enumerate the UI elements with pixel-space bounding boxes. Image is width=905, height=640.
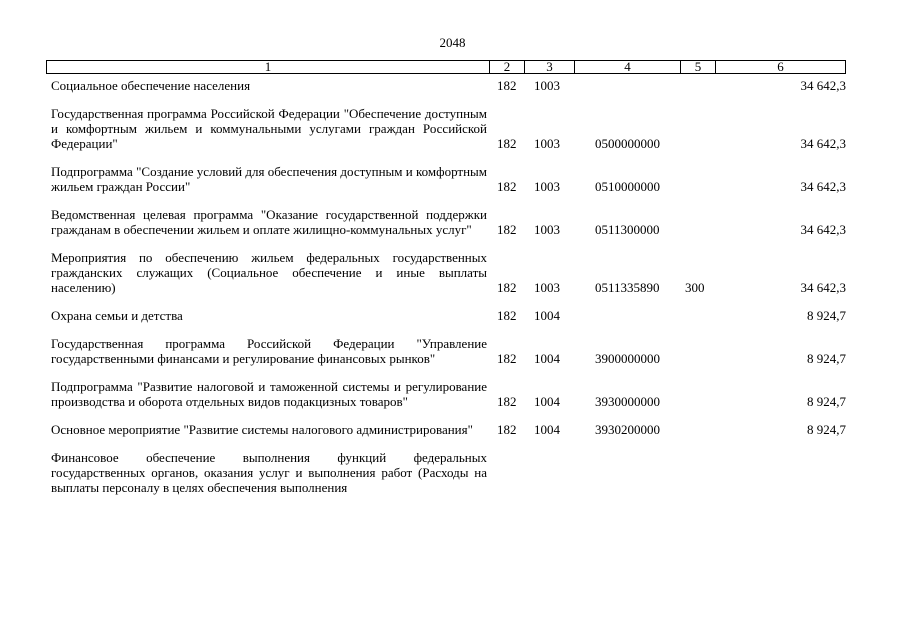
row-ministry-code: 182 bbox=[497, 78, 517, 93]
table-row bbox=[51, 250, 846, 295]
row-amount: 34 642,3 bbox=[800, 78, 846, 93]
row-section-code: 1003 bbox=[534, 280, 560, 295]
row-amount: 8 924,7 bbox=[807, 351, 846, 366]
row-section-code: 1004 bbox=[534, 394, 560, 409]
row-ministry-code: 182 bbox=[497, 394, 517, 409]
row-description: Подпрограмма "Создание условий для обеспечения доступным и комфортным жильем граждан России" bbox=[51, 164, 487, 194]
row-ministry-code: 182 bbox=[497, 308, 517, 323]
row-target-article: 3930200000 bbox=[595, 422, 660, 437]
table-row bbox=[51, 450, 846, 495]
table-row bbox=[51, 422, 846, 437]
row-amount: 34 642,3 bbox=[800, 280, 846, 295]
row-section-code: 1003 bbox=[534, 222, 560, 237]
row-target-article: 3930000000 bbox=[595, 394, 660, 409]
row-description: Финансовое обеспечение выполнения функций федеральных государственных органов, оказания услуг и выполнения работ (Расходы на выплаты персоналу в целях обеспечения выполнения bbox=[51, 450, 487, 495]
row-section-code: 1003 bbox=[534, 179, 560, 194]
row-description: Социальное обеспечение населения bbox=[51, 78, 251, 93]
page-number: 2048 bbox=[439, 35, 466, 50]
row-section-code: 1004 bbox=[534, 351, 560, 366]
row-amount: 8 924,7 bbox=[807, 308, 846, 323]
row-target-article: 0500000000 bbox=[595, 136, 660, 151]
row-target-article: 3900000000 bbox=[595, 351, 660, 366]
row-ministry-code: 182 bbox=[497, 422, 517, 437]
row-amount: 8 924,7 bbox=[807, 422, 846, 437]
row-target-article: 0511335890 bbox=[595, 280, 660, 295]
row-section-code: 1004 bbox=[534, 308, 560, 323]
table-row bbox=[51, 164, 846, 194]
row-section-code: 1003 bbox=[534, 78, 560, 93]
table-row bbox=[51, 106, 846, 151]
table-body bbox=[51, 78, 846, 508]
row-description: Государственная программа Российской Федерации "Управление государственными финансами и регулирование финансовых рынков" bbox=[51, 336, 487, 366]
table-row bbox=[51, 336, 846, 366]
column-header-3: 3 bbox=[524, 61, 574, 73]
row-amount: 8 924,7 bbox=[807, 394, 846, 409]
row-amount: 34 642,3 bbox=[800, 179, 846, 194]
column-header-1: 1 bbox=[264, 59, 272, 74]
column-header-2: 2 bbox=[489, 61, 524, 73]
column-header-4: 4 bbox=[574, 61, 680, 73]
row-ministry-code: 182 bbox=[497, 280, 517, 295]
table-row bbox=[51, 78, 846, 93]
row-ministry-code: 182 bbox=[497, 222, 517, 237]
table-header bbox=[46, 60, 846, 74]
row-target-article: 0510000000 bbox=[595, 179, 660, 194]
row-description: Ведомственная целевая программа "Оказание государственной поддержки гражданам в обеспечении жильем и оплате жилищно-коммунальных услуг" bbox=[51, 207, 487, 237]
row-ministry-code: 182 bbox=[497, 136, 517, 151]
row-amount: 34 642,3 bbox=[800, 222, 846, 237]
row-description: Охрана семьи и детства bbox=[51, 308, 183, 323]
row-ministry-code: 182 bbox=[497, 351, 517, 366]
row-description: Подпрограмма "Развитие налоговой и таможенной системы и регулирование производства и оборота отдельных видов подакцизных товаров" bbox=[51, 379, 487, 409]
row-ministry-code: 182 bbox=[497, 179, 517, 194]
row-description: Основное мероприятие "Развитие системы налогового администрирования" bbox=[51, 422, 473, 437]
table-row bbox=[51, 207, 846, 237]
row-amount: 34 642,3 bbox=[800, 136, 846, 151]
row-description: Мероприятия по обеспечению жильем федеральных государственных гражданских служащих (Социальное обеспечение и иные выплаты населению) bbox=[51, 250, 487, 295]
row-description: Государственная программа Российской Федерации "Обеспечение доступным и комфортным жильем и коммунальными услугами граждан Российской Федерации" bbox=[51, 106, 487, 151]
table-row bbox=[51, 308, 846, 323]
row-section-code: 1003 bbox=[534, 136, 560, 151]
row-section-code: 1004 bbox=[534, 422, 560, 437]
row-expense-type: 300 bbox=[685, 280, 705, 295]
table-row bbox=[51, 379, 846, 409]
row-target-article: 0511300000 bbox=[595, 222, 660, 237]
column-header-5: 5 bbox=[680, 61, 715, 73]
column-header-6: 6 bbox=[715, 61, 845, 73]
